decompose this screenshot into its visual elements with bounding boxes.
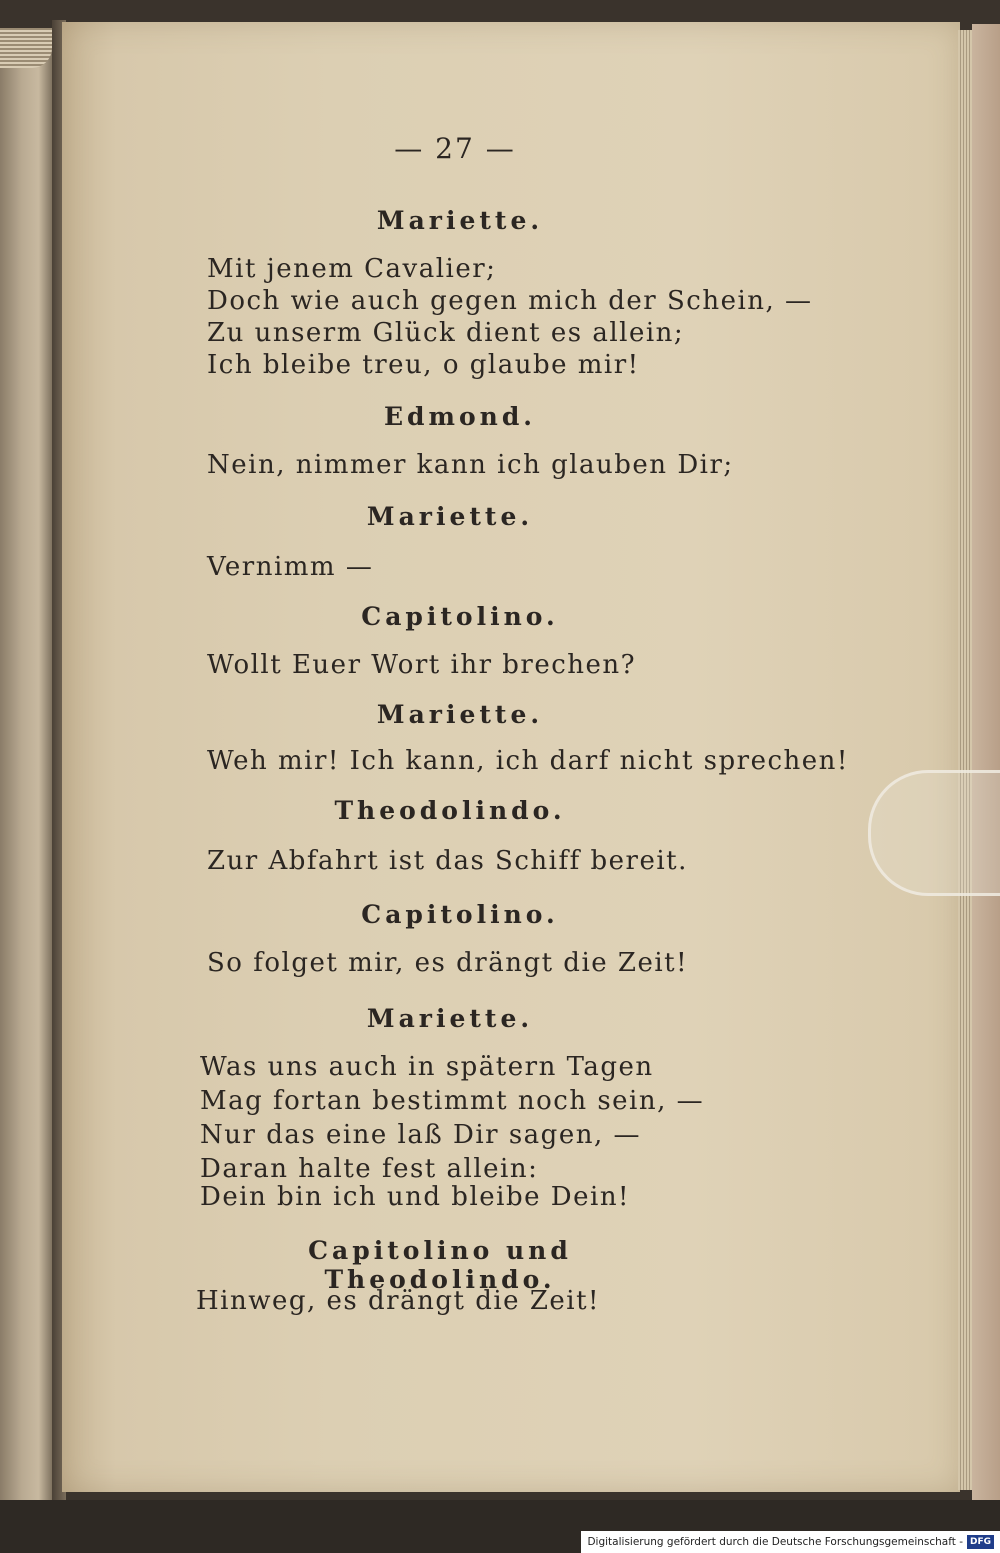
verse-line: Hinweg, es drängt die Zeit! — [196, 1286, 600, 1316]
speaker-name: Capitolino. — [361, 900, 559, 929]
speaker-name: Theodolindo. — [334, 796, 566, 825]
verse-line: So folget mir, es drängt die Zeit! — [207, 948, 689, 978]
dfg-logo-icon: DFG — [967, 1535, 994, 1549]
speaker-name: Mariette. — [376, 206, 544, 235]
footer-text: Digitalisierung gefördert durch die Deutsche Forschungsgemeinschaft - — [587, 1536, 963, 1548]
verse-line: Wollt Euer Wort ihr brechen? — [207, 650, 637, 680]
page-number: — 27 — — [394, 132, 516, 165]
speaker-name: Capitolino. — [361, 602, 559, 631]
speaker-name: Edmond. — [383, 402, 537, 431]
verse-line: Weh mir! Ich kann, ich darf nicht sprechen! — [207, 746, 849, 776]
speaker-name: Mariette. — [366, 1004, 534, 1033]
verse-line: Mit jenem Cavalier; — [207, 254, 497, 284]
verse-line: Daran halte fest allein: — [200, 1154, 539, 1184]
verse-line: Doch wie auch gegen mich der Schein, — — [207, 286, 813, 316]
verse-line: Dein bin ich und bleibe Dein! — [200, 1182, 631, 1212]
verse-line: Vernimm — — [207, 552, 374, 582]
speaker-name: Capitolino und Theodolindo. — [308, 1236, 572, 1294]
speaker-name: Mariette. — [376, 700, 544, 729]
verse-line: Nein, nimmer kann ich glauben Dir; — [207, 450, 734, 480]
verse-line: Zur Abfahrt ist das Schiff bereit. — [207, 846, 688, 876]
verse-line: Mag fortan bestimmt noch sein, — — [200, 1086, 705, 1116]
verse-line: Was uns auch in spätern Tagen — [200, 1052, 654, 1082]
verse-line: Nur das eine laß Dir sagen, — — [200, 1120, 641, 1150]
footer-credit — [581, 1531, 1000, 1553]
speaker-name: Mariette. — [366, 502, 534, 531]
verse-line: Ich bleibe treu, o glaube mir! — [207, 350, 640, 380]
verse-line: Zu unserm Glück dient es allein; — [207, 318, 685, 348]
